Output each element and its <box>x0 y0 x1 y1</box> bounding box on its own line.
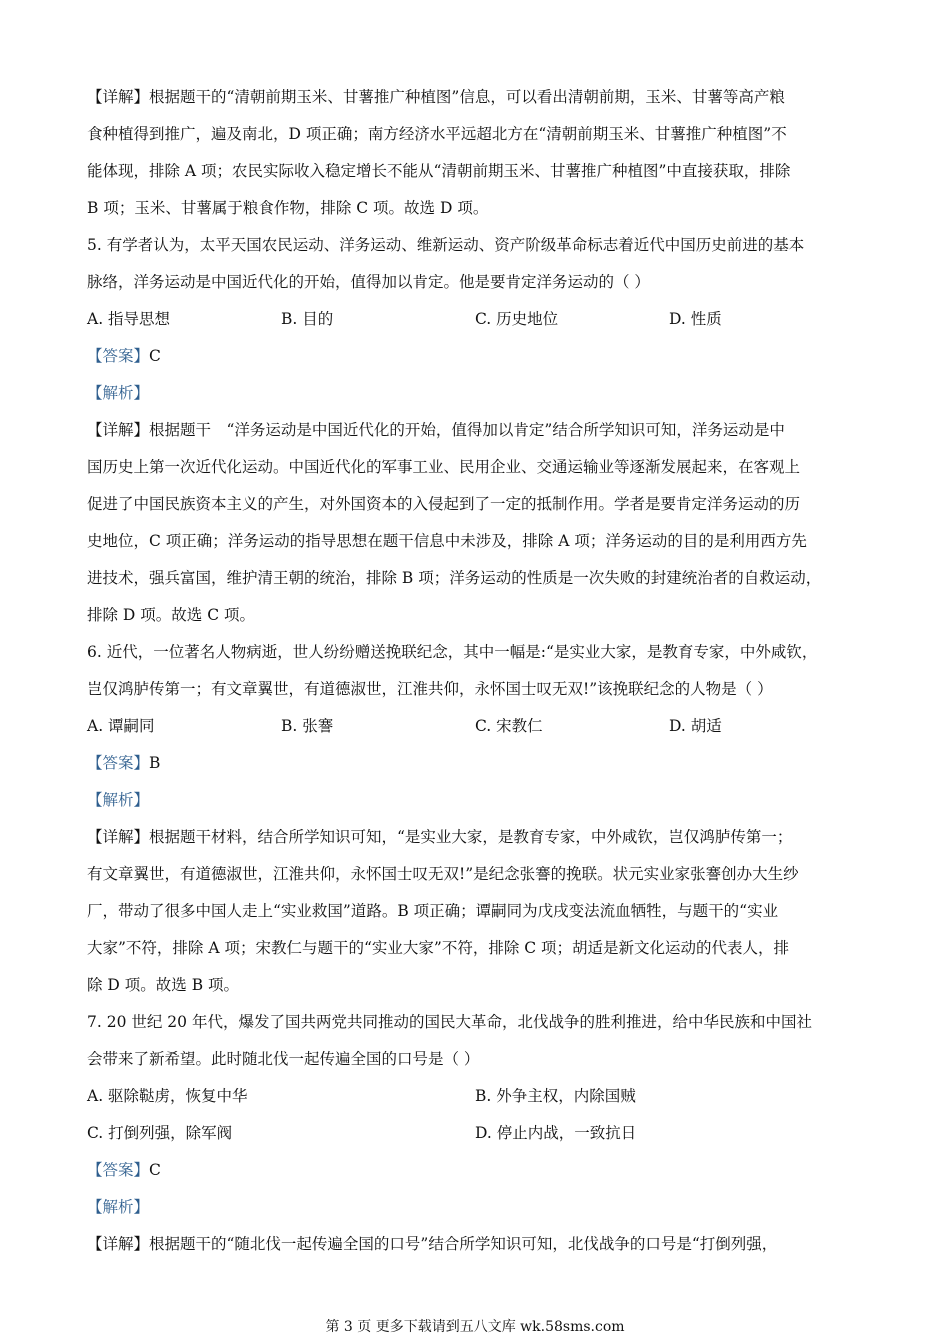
option-item: C. 宋教仁 <box>475 717 543 735</box>
option-item: A. 驱除鞑虏，恢复中华 <box>87 1087 248 1105</box>
text-line: 【详解】根据题干材料，结合所学知识可知，“是实业大家，是教育专家，中外咸钦，岂仅鸿胪传第一； <box>87 828 793 846</box>
text-line: 能体现，排除 A 项；农民实际收入稳定增长不能从“清朝前期玉米、甘薯推广种植图”中直接获取，排除 <box>87 162 791 180</box>
text-line: 6. 近代，一位著名人物病逝，世人纷纷赠送挽联纪念，其中一幅是:“是实业大家，是教育专家，中外咸钦， <box>87 643 818 661</box>
option-item: A. 指导思想 <box>87 310 171 328</box>
section-tag: 【解析】 <box>87 384 150 402</box>
text-line: 【详解】根据题干的“随北伐一起传遍全国的口号”结合所学知识可知，北伐战争的口号是“打倒列强， <box>87 1235 778 1253</box>
options-row <box>87 1078 877 1115</box>
options-row <box>87 1115 877 1152</box>
tag-line <box>87 782 877 819</box>
section-tag: 【答案】 <box>87 347 150 365</box>
text-line: 厂，带动了很多中国人走上“实业救国”道路。B 项正确；谭嗣同为戊戌变法流血牺牲，与题干的“实业 <box>87 902 779 920</box>
option-item: C. 打倒列强，除军阀 <box>87 1124 233 1142</box>
answer-value: B <box>149 754 161 772</box>
document-body <box>87 79 877 1263</box>
text-line: 脉络，洋务运动是中国近代化的开始，值得加以肯定。他是要肯定洋务运动的（ ） <box>87 273 650 291</box>
tag-line <box>87 745 877 782</box>
page-footer: 第 3 页 更多下载请到五八文库 wk.58sms.com <box>325 1319 625 1335</box>
answer-value: C <box>149 1161 161 1179</box>
text-line: 【详解】根据题干 “洋务运动是中国近代化的开始，值得加以肯定”结合所学知识可知，洋务运动是中 <box>87 421 785 439</box>
option-item: A. 谭嗣同 <box>87 717 155 735</box>
text-line: 岂仅鸿胪传第一；有文章翼世，有道德淑世，江淮共仰，永怀国士叹无双!”该挽联纪念的人物是（ ） <box>87 680 773 698</box>
section-tag: 【解析】 <box>87 791 150 809</box>
section-tag: 【答案】 <box>87 1161 150 1179</box>
tag-line <box>87 1152 877 1189</box>
text-line: 国历史上第一次近代化运动。中国近代化的军事工业、民用企业、交通运输业等逐渐发展起来，在客观上 <box>87 458 801 476</box>
option-item: B. 目的 <box>281 310 334 328</box>
section-tag: 【答案】 <box>87 754 150 772</box>
text-line: 会带来了新希望。此时随北伐一起传遍全国的口号是（ ） <box>87 1050 480 1068</box>
option-item: B. 张謇 <box>281 717 334 735</box>
options-row <box>87 708 877 745</box>
answer-value: C <box>149 347 161 365</box>
text-line: 【详解】根据题干的“清朝前期玉米、甘薯推广种植图”信息，可以看出清朝前期，玉米、甘薯等高产粮 <box>87 88 785 106</box>
text-line: 进技术，强兵富国，维护清王朝的统治，排除 B 项；洋务运动的性质是一次失败的封建统治者的自救运动， <box>87 569 822 587</box>
option-item: B. 外争主权，内除国贼 <box>475 1087 636 1105</box>
tag-line <box>87 1189 877 1226</box>
tag-line <box>87 338 877 375</box>
section-tag: 【解析】 <box>87 1198 150 1216</box>
text-line: 大家”不符，排除 A 项；宋教仁与题干的“实业大家”不符，排除 C 项；胡适是新文化运动的代表人，排 <box>87 939 790 957</box>
text-line: 促进了中国民族资本主义的产生，对外国资本的入侵起到了一定的抵制作用。学者是要肯定洋务运动的历 <box>87 495 801 513</box>
tag-line <box>87 375 877 412</box>
text-line: 有文章翼世，有道德淑世，江淮共仰，永怀国士叹无双!”是纪念张謇的挽联。状元实业家张謇创办大生纱 <box>87 865 799 883</box>
text-line: 排除 D 项。故选 C 项。 <box>87 606 255 624</box>
text-line: B 项；玉米、甘薯属于粮食作物，排除 C 项。故选 D 项。 <box>87 199 489 217</box>
option-item: C. 历史地位 <box>475 310 559 328</box>
option-item: D. 性质 <box>669 310 722 328</box>
text-line: 食种植得到推广，遍及南北，D 项正确；南方经济水平远超北方在“清朝前期玉米、甘薯推广种植图”不 <box>87 125 787 143</box>
text-line: 7. 20 世纪 20 年代，爆发了国共两党共同推动的国民大革命，北伐战争的胜利推进，给中华民族和中国社 <box>87 1013 812 1031</box>
option-item: D. 停止内战，一致抗日 <box>475 1124 637 1142</box>
option-item: D. 胡适 <box>669 717 722 735</box>
text-line: 史地位，C 项正确；洋务运动的指导思想在题干信息中未涉及，排除 A 项；洋务运动的目的是利用西方先 <box>87 532 807 550</box>
options-row <box>87 301 877 338</box>
text-line: 除 D 项。故选 B 项。 <box>87 976 240 994</box>
text-line: 5. 有学者认为，太平天国农民运动、洋务运动、维新运动、资产阶级革命标志着近代中国历史前进的基本 <box>87 236 805 254</box>
